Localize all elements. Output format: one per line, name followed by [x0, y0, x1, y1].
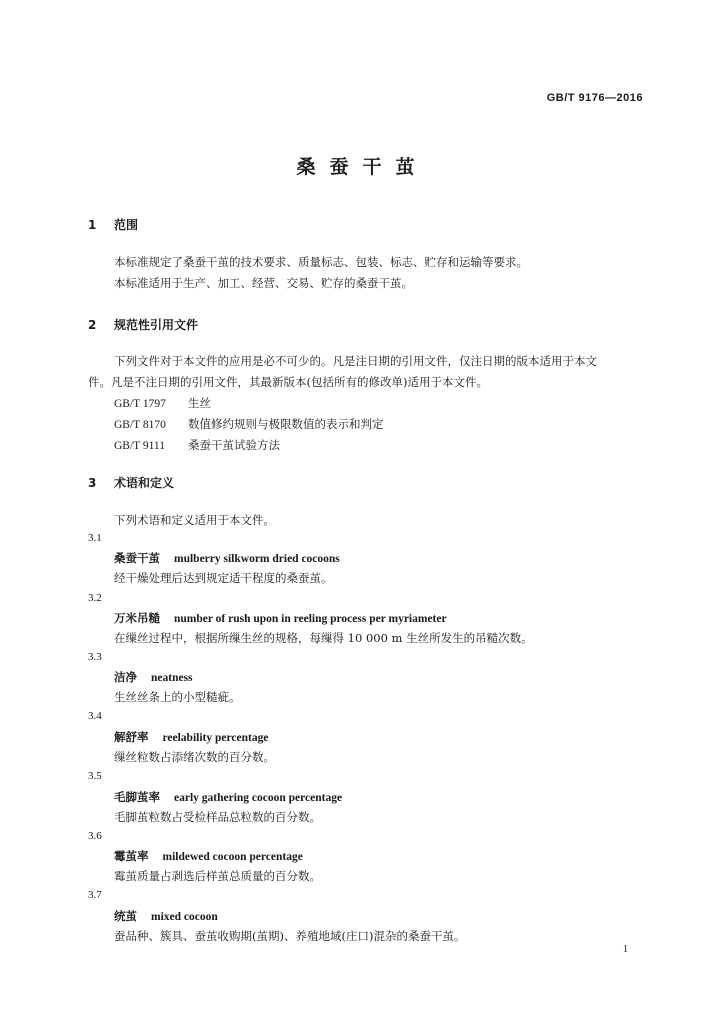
- term-zh: 解舒率: [114, 730, 149, 744]
- term-definition: 生丝丝条上的小型糙疵。: [114, 690, 241, 704]
- term-en: reelability percentage: [162, 732, 269, 744]
- term-zh: 洁净: [114, 670, 137, 684]
- section-title: 规范性引用文件: [114, 318, 199, 332]
- term-number: 3.3: [88, 651, 102, 663]
- reference-code: GB/T 8170: [114, 419, 166, 431]
- term-entry: [114, 669, 193, 685]
- reference-title: 数值修约规则与极限数值的表示和判定: [188, 417, 384, 431]
- term-definition: 缫丝粒数占添绪次数的百分数。: [114, 750, 275, 764]
- section-number: 3: [88, 476, 97, 490]
- term-zh: 统茧: [114, 909, 137, 923]
- term-en: number of rush upon in reeling process per myriameter: [174, 613, 447, 625]
- terms-intro: 下列术语和定义适用于本文件。: [114, 513, 275, 527]
- section-number: 2: [88, 318, 97, 332]
- term-number: 3.7: [88, 889, 102, 901]
- term-definition: 霉茧质量占剥选后样茧总质量的百分数。: [114, 869, 321, 883]
- term-entry: [114, 729, 268, 745]
- section-number: 1: [88, 218, 97, 232]
- term-definition: 在缫丝过程中，根据所缫生丝的规格，每缫得 10 000 m 生丝所发生的吊糙次数。: [114, 631, 533, 645]
- term-entry: [114, 550, 340, 566]
- term-definition: 毛脚茧粒数占受检样品总粒数的百分数。: [114, 810, 321, 824]
- term-number: 3.5: [88, 770, 102, 782]
- document-title: 桑蚕干茧: [296, 156, 429, 178]
- scope-paragraph-2: 本标准适用于生产、加工、经营、交易、贮存的桑蚕干茧。: [114, 276, 413, 290]
- term-zh: 桑蚕干茧: [114, 551, 160, 565]
- term-zh: 万米吊糙: [114, 611, 160, 625]
- term-entry: [114, 848, 303, 864]
- references-intro-line-2: 件。凡是不注日期的引用文件，其最新版本(包括所有的修改单)适用于本文件。: [88, 375, 488, 389]
- reference-item: [114, 395, 211, 411]
- section-title: 术语和定义: [114, 476, 175, 490]
- term-en: mixed cocoon: [151, 911, 218, 923]
- reference-title: 生丝: [188, 396, 211, 410]
- page-number: 1: [623, 944, 628, 955]
- term-en: mildewed cocoon percentage: [162, 851, 303, 863]
- section-title: 范围: [114, 218, 139, 232]
- reference-item: [114, 437, 280, 453]
- reference-code: GB/T 9111: [114, 440, 166, 452]
- term-entry: [114, 908, 218, 924]
- section-3-heading: [88, 474, 174, 491]
- reference-item: [114, 416, 384, 432]
- term-zh: 霉茧率: [114, 849, 149, 863]
- standard-number: GB/T 9176—2016: [546, 92, 643, 104]
- term-en: neatness: [151, 672, 193, 684]
- term-number: 3.4: [88, 710, 102, 722]
- references-intro-line-1: 下列文件对于本文件的应用是必不可少的。凡是注日期的引用文件，仅注日期的版本适用于本文: [114, 354, 597, 368]
- term-number: 3.6: [88, 830, 102, 842]
- reference-title: 桑蚕干茧试验方法: [188, 438, 280, 452]
- term-en: mulberry silkworm dried cocoons: [174, 553, 340, 565]
- term-number: 3.2: [88, 592, 102, 604]
- section-2-heading: [88, 316, 198, 333]
- term-zh: 毛脚茧率: [114, 790, 160, 804]
- reference-code: GB/T 1797: [114, 398, 166, 410]
- term-entry: [114, 610, 447, 626]
- term-entry: [114, 789, 342, 805]
- section-1-heading: [88, 216, 138, 233]
- term-number: 3.1: [88, 532, 102, 544]
- term-en: early gathering cocoon percentage: [174, 792, 343, 804]
- scope-paragraph-1: 本标准规定了桑蚕干茧的技术要求、质量标志、包装、标志、贮存和运输等要求。: [114, 255, 528, 269]
- term-definition: 蚕品种、簇具、蚕茧收购期(茧期)、养殖地域(庄口)混杂的桑蚕干茧。: [114, 929, 466, 943]
- term-definition: 经干燥处理后达到规定适干程度的桑蚕茧。: [114, 571, 333, 585]
